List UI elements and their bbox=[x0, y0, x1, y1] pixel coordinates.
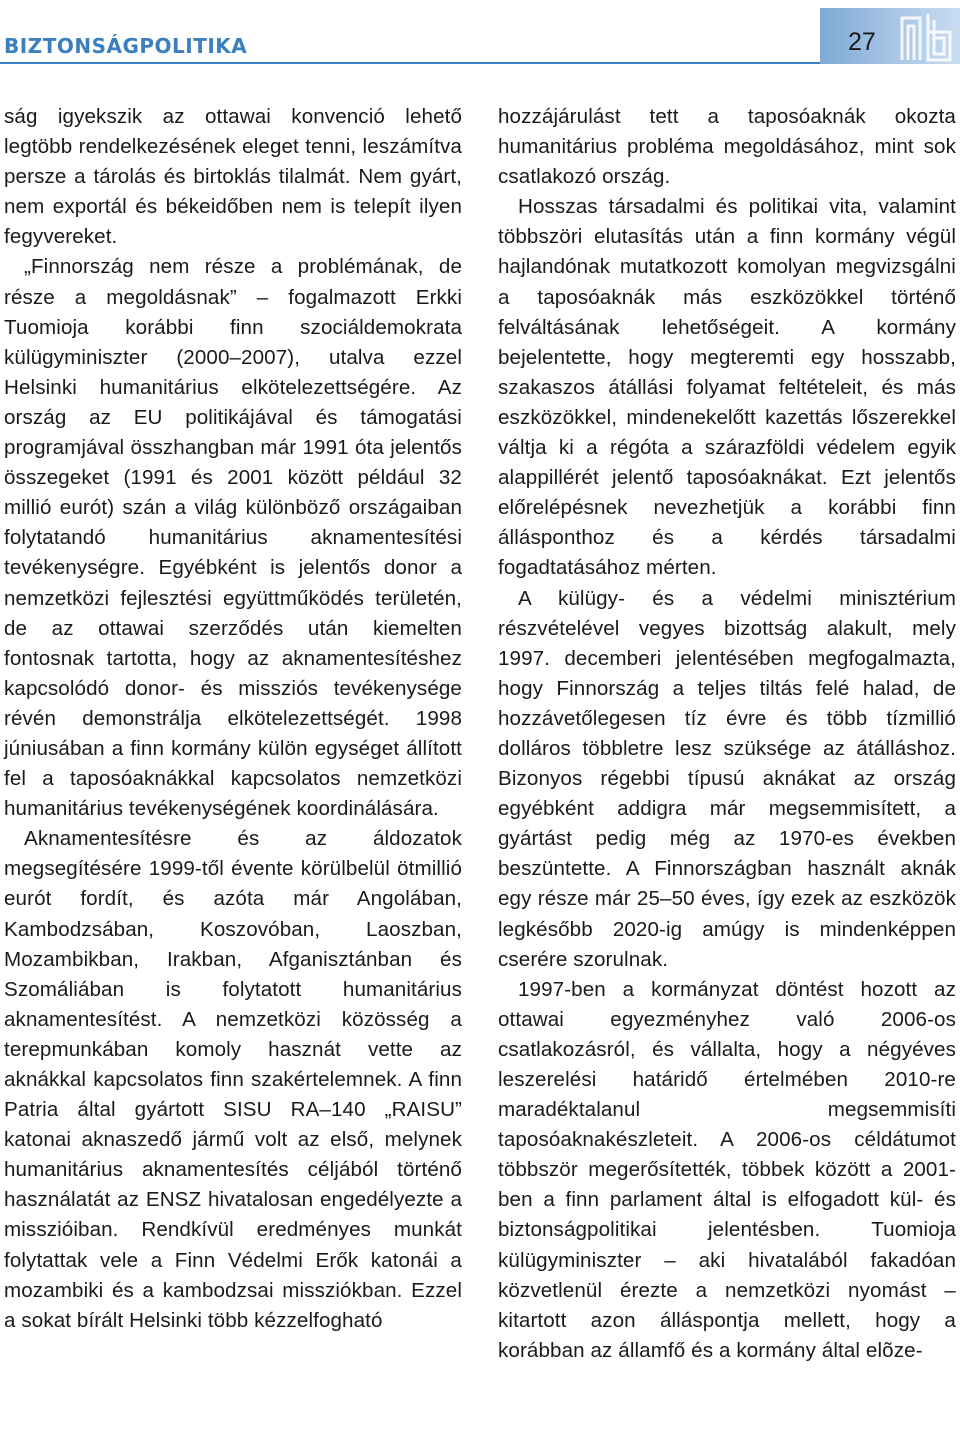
paragraph: „Finnország nem része a problémának, de része a megoldásnak” – fogalmazott Erkki Tuomioja korábbi finn szociáldemokrata külügyminiszter (2000–2007), utalva ezzel Helsinki humanitárius elkötelezettségére. Az ország az EU politikájával és támogatási programjával összhangban már 1991 óta jelentős összegeket (1991 és 2001 között például 32 millió eurót) szán a világ különböző országaiban folytatandó humanitárius aknamentesítési tevékenységre. Egyébként is jelentős donor a nemzetközi fejlesztési együttműködés területén, de az ottawai szerződés után kiemelten fontosnak tartotta, hogy az aknamentesítéshez kapcsolódó donor- és missziós tevékenysége révén demonstrálja elkötelezettségét. 1998 júniusában a finn kormány külön egységet állított fel a taposóaknákkal kapcsolatos nemzetközi humanitárius tevékenységének koordinálására. bbox=[4, 255, 462, 821]
paragraph: 1997-ben a kormányzat döntést hozott az ottawai egyezményhez való 2006-os csatlakozásról, és vállalta, hogy a négyéves leszerelési határidő értelmében 2010-re maradéktalanul megsemmisíti taposóaknakészleteit. A 2006-os céldátumot többször megerősítették, többek között a 2001-ben a finn parlament által is elfogadott kül- és biztonságpolitikai jelentésben. Tuomioja külügyminiszter – aki hivatalából fakadóan közvetlenül érezte a nemzetközi nyomást – kitartott azon álláspontja mellett, hogy a korábban az államfő és a kormány által elõze- bbox=[498, 977, 956, 1362]
right-column bbox=[498, 102, 956, 1366]
paragraph: Hosszas társadalmi és politikai vita, valamint többszöri elutasítás után a finn kormány végül hajlandónak mutatkozott komolyan megvizsgálni a taposóaknák más eszközökkel történő felváltásának lehetőségeit. A kormány bejelentette, hogy megteremti egy hosszabb, szakaszos átállási folyamat feltételeit, és más eszközökkel, mindenekelőtt kazettás lőszerekkel váltja ki a régóta a szárazföldi védelem egyik alappillérét jelentő taposóaknákat. Ezt jelentős előrelépésnek nevezhetjük a korábbi finn állásponthoz és a kérdés társadalmi fogadtatásához mérten. bbox=[498, 195, 956, 580]
nb-logo-icon bbox=[898, 10, 958, 64]
header-rule bbox=[0, 62, 820, 64]
section-title: BIZTONSÁGPOLITIKA bbox=[4, 34, 248, 58]
paragraph: A külügy- és a védelmi minisztérium részvételével vegyes bizottság alakult, mely 1997. decemberi jelentésében megfogalmazta, hogy Finnország a teljes tiltás felé halad, de hozzávetőlegesen tíz évre és több tízmillió dolláros többletre lesz szüksége az átálláshoz. Bizonyos régebbi típusú aknákat az ország egyébként addigra már megsemmisített, a gyártást pedig még az 1970-es években beszüntette. A Finnországban használt aknák egy része már 25–50 éves, így ezek az eszközök legkésőbb 2020-ig amúgy is mindenképpen cserére szorulnak. bbox=[498, 586, 956, 971]
page-header bbox=[0, 0, 960, 66]
paragraph: ság igyekszik az ottawai konvenció lehető legtöbb rendelkezésének eleget tenni, leszámítva persze a tárolás és birtoklás tilalmát. Nem gyárt, nem exportál és békeidőben nem is telepít ilyen fegyvereket. bbox=[4, 105, 462, 249]
page-number-box bbox=[820, 8, 960, 64]
paragraph: Aknamentesítésre és az áldozatok megsegítésére 1999-től évente körülbelül ötmillió eurót fordít, és azóta már Angolában, Kambodzsában, Koszovóban, Laoszban, Mozambikban, Irakban, Afganisztánban és Szomáliában is folytatott humanitárius aknamentesítést. A nemzetközi közösség a terepmunkában komoly hasznát vette az aknákkal kapcsolatos finn szakértelemnek. A finn Patria által gyártott SISU RA–140 „RAISU” katonai aknaszedő jármű volt az első, melynek humanitárius aknamentesítés céljából történő használatát az ENSZ hivatalosan engedélyezte a misszióiban. Rendkívül eredményes munkát folytattak vele a Finn Védelmi Erők katonái a mozambiki és a kambodzsai missziókban. Ezzel a sokat bírált Helsinki több kézzelfogható bbox=[4, 827, 462, 1332]
page-number: 27 bbox=[848, 28, 876, 56]
paragraph: hozzájárulást tett a taposóaknák okozta humanitárius probléma megoldásához, mint sok csatlakozó ország. bbox=[498, 105, 956, 189]
left-column bbox=[4, 102, 462, 1336]
